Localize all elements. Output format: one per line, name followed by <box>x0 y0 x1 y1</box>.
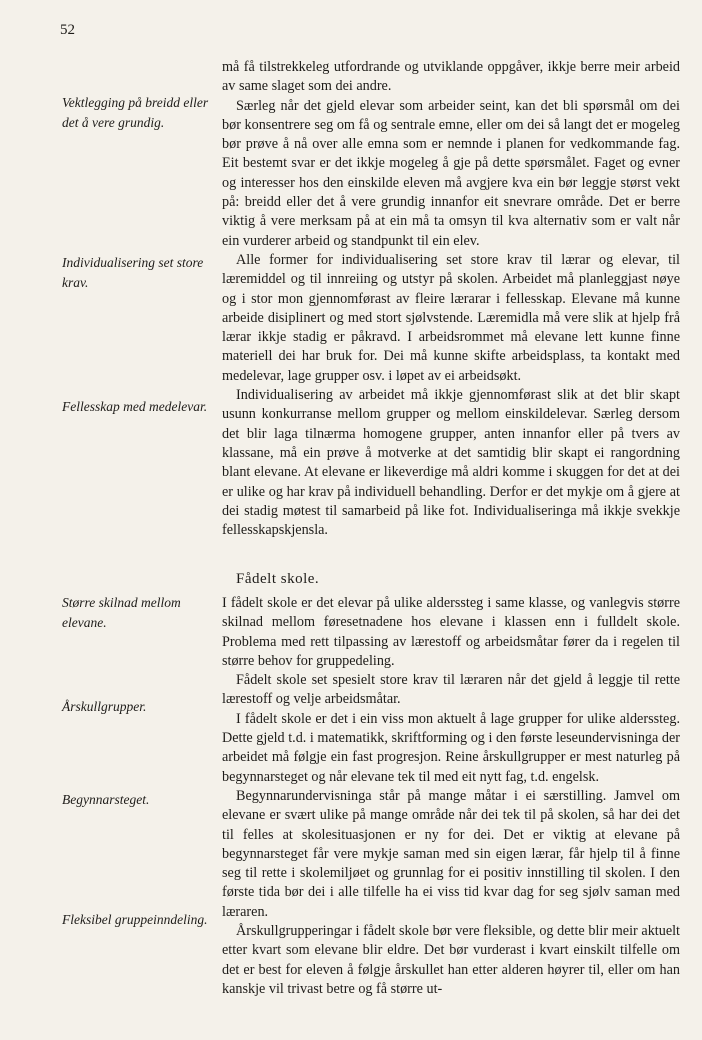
margin-note: Fleksibel gruppeinndeling. <box>62 912 208 927</box>
body-section-1 <box>222 58 680 540</box>
paragraph: Begynnarundervisninga står på mange måtar i ei særstilling. Jamvel om elevane er svært ulike på mange område når dei tek til på skolen, så har dei det til felles at skolesituasjonen er ny for dei. Det er viktig at elevane på begynnarsteget får vere mykje saman med sin eigen lærar, får hjelp til å finne seg til rette i skolemiljøet og grunnlag for ei positiv innstilling til skolen. I den første tida bør dei i alle tilfelle ha ei viss tid kvar dag for seg sjølv saman med læraren. <box>222 787 680 920</box>
margin-note: Større skilnad mellom elevane. <box>62 595 181 630</box>
section-heading: Fådelt skole. <box>236 571 320 587</box>
body-section-2 <box>222 594 680 999</box>
paragraph: Fådelt skole set spesielt store krav til læraren når det gjeld å leggje til rette lærestoff og velje arbeidsmåtar. <box>222 672 680 708</box>
paragraph: I fådelt skole er det elevar på ulike alderssteg i same klasse, og vanlegvis større skilnad mellom føresetnadene hos elevane i klassen enn i fulldelt skole. Problema med rett tilpassing av lærestoff og arbeidsmåtar fører da i regelen til større behov for gruppedeling. <box>222 595 680 669</box>
paragraph: må få tilstrekkeleg utfordrande og utviklande oppgåver, ikkje berre meir arbeid av same slaget som dei andre. <box>222 59 680 95</box>
paragraph: Individualisering av arbeidet må ikkje gjennomførast slik at det blir skapt usunn konkurranse mellom grupper og mellom einskildelevar. Særleg dersom det blir laga tilnærma homogene grupper, anten innanfor eller på tvers av klassane, må ein prøve å motverke at det samtidig blir skapt ei rangordning blant elevane. At elevane er likeverdige må aldri komme i skuggen for det at dei er ulike og har krav på individuell behandling. Derfor er det mykje om å gjere at dei stadig møtest til samarbeid på like fot. Individualiseringa må ikkje svekkje fellesskapskjensla. <box>222 387 680 539</box>
paragraph: I fådelt skole er det i ein viss mon aktuelt å lage grupper for ulike alderssteg. Dette gjeld t.d. i matematikk, skriftforming og i den første leseundervisninga der arbeidet må følgje ein fast progresjon. Reine årskullgrupper er mest naturleg på begynnarsteget og når elevane tek til med eit nytt fag, t.d. engelsk. <box>222 710 680 785</box>
margin-note: Årskullgrupper. <box>62 699 147 714</box>
margin-note: Begynnarsteget. <box>62 792 150 807</box>
paragraph: Årskullgrupperingar i fådelt skole bør vere fleksible, og dette blir meir aktuelt etter kvart som elevane blir eldre. Det bør vurderast i kvart einskilt tilfelle om det er best for eleven å følgje årskullet han etter alderen høyrer til, eller om han kanskje vil trivast betre og få større ut- <box>222 923 680 997</box>
margin-note: Individualisering set store krav. <box>62 255 204 290</box>
paragraph: Særleg når det gjeld elevar som arbeider seint, kan det bli spørsmål om dei bør konsentrere seg om få og sentrale emne, eller om dei så langt det er mogeleg bør prøve å nå over alle emna som er nemnde i planen for vedkommande fag. Eit bestemt svar er det ikkje mogeleg å gje på dette spørsmålet. Faget og evner og interesser hos den einskilde eleven må avgjere kva ein bør leggje størst vekt på: breidd eller det å vere grundig innanfor eit snevrare område. Det er berre viktig å vere merksam på at ein må ta omsyn til kva alternativ som er valt når ein vurderer arbeid og standpunkt til ein elev. <box>222 97 680 249</box>
margin-note: Fellesskap med medelevar. <box>62 399 208 414</box>
paragraph: Alle former for individualisering set store krav til lærar og elevar, til læremiddel og til innreiing og utstyr på skolen. Arbeidet må planleggjast nøye og i stor mon gjennomførast av fleire lærarar i fellesskap. Elevane må kunne arbeide disiplinert og med stort sjølvstende. Læremidla må vere slik at hjelp frå lærar ikkje stadig er påkravd. I arbeidsrommet må elevane lett kunne finne materiell dei har bruk for. Dei må kunne skifte arbeidsplass, ta kontakt med medelevar, lage grupper osv. i løpet av ei arbeidsøkt. <box>222 251 680 384</box>
page-number: 52 <box>60 22 75 38</box>
margin-note: Vektlegging på breidd eller det å vere grundig. <box>62 95 209 130</box>
